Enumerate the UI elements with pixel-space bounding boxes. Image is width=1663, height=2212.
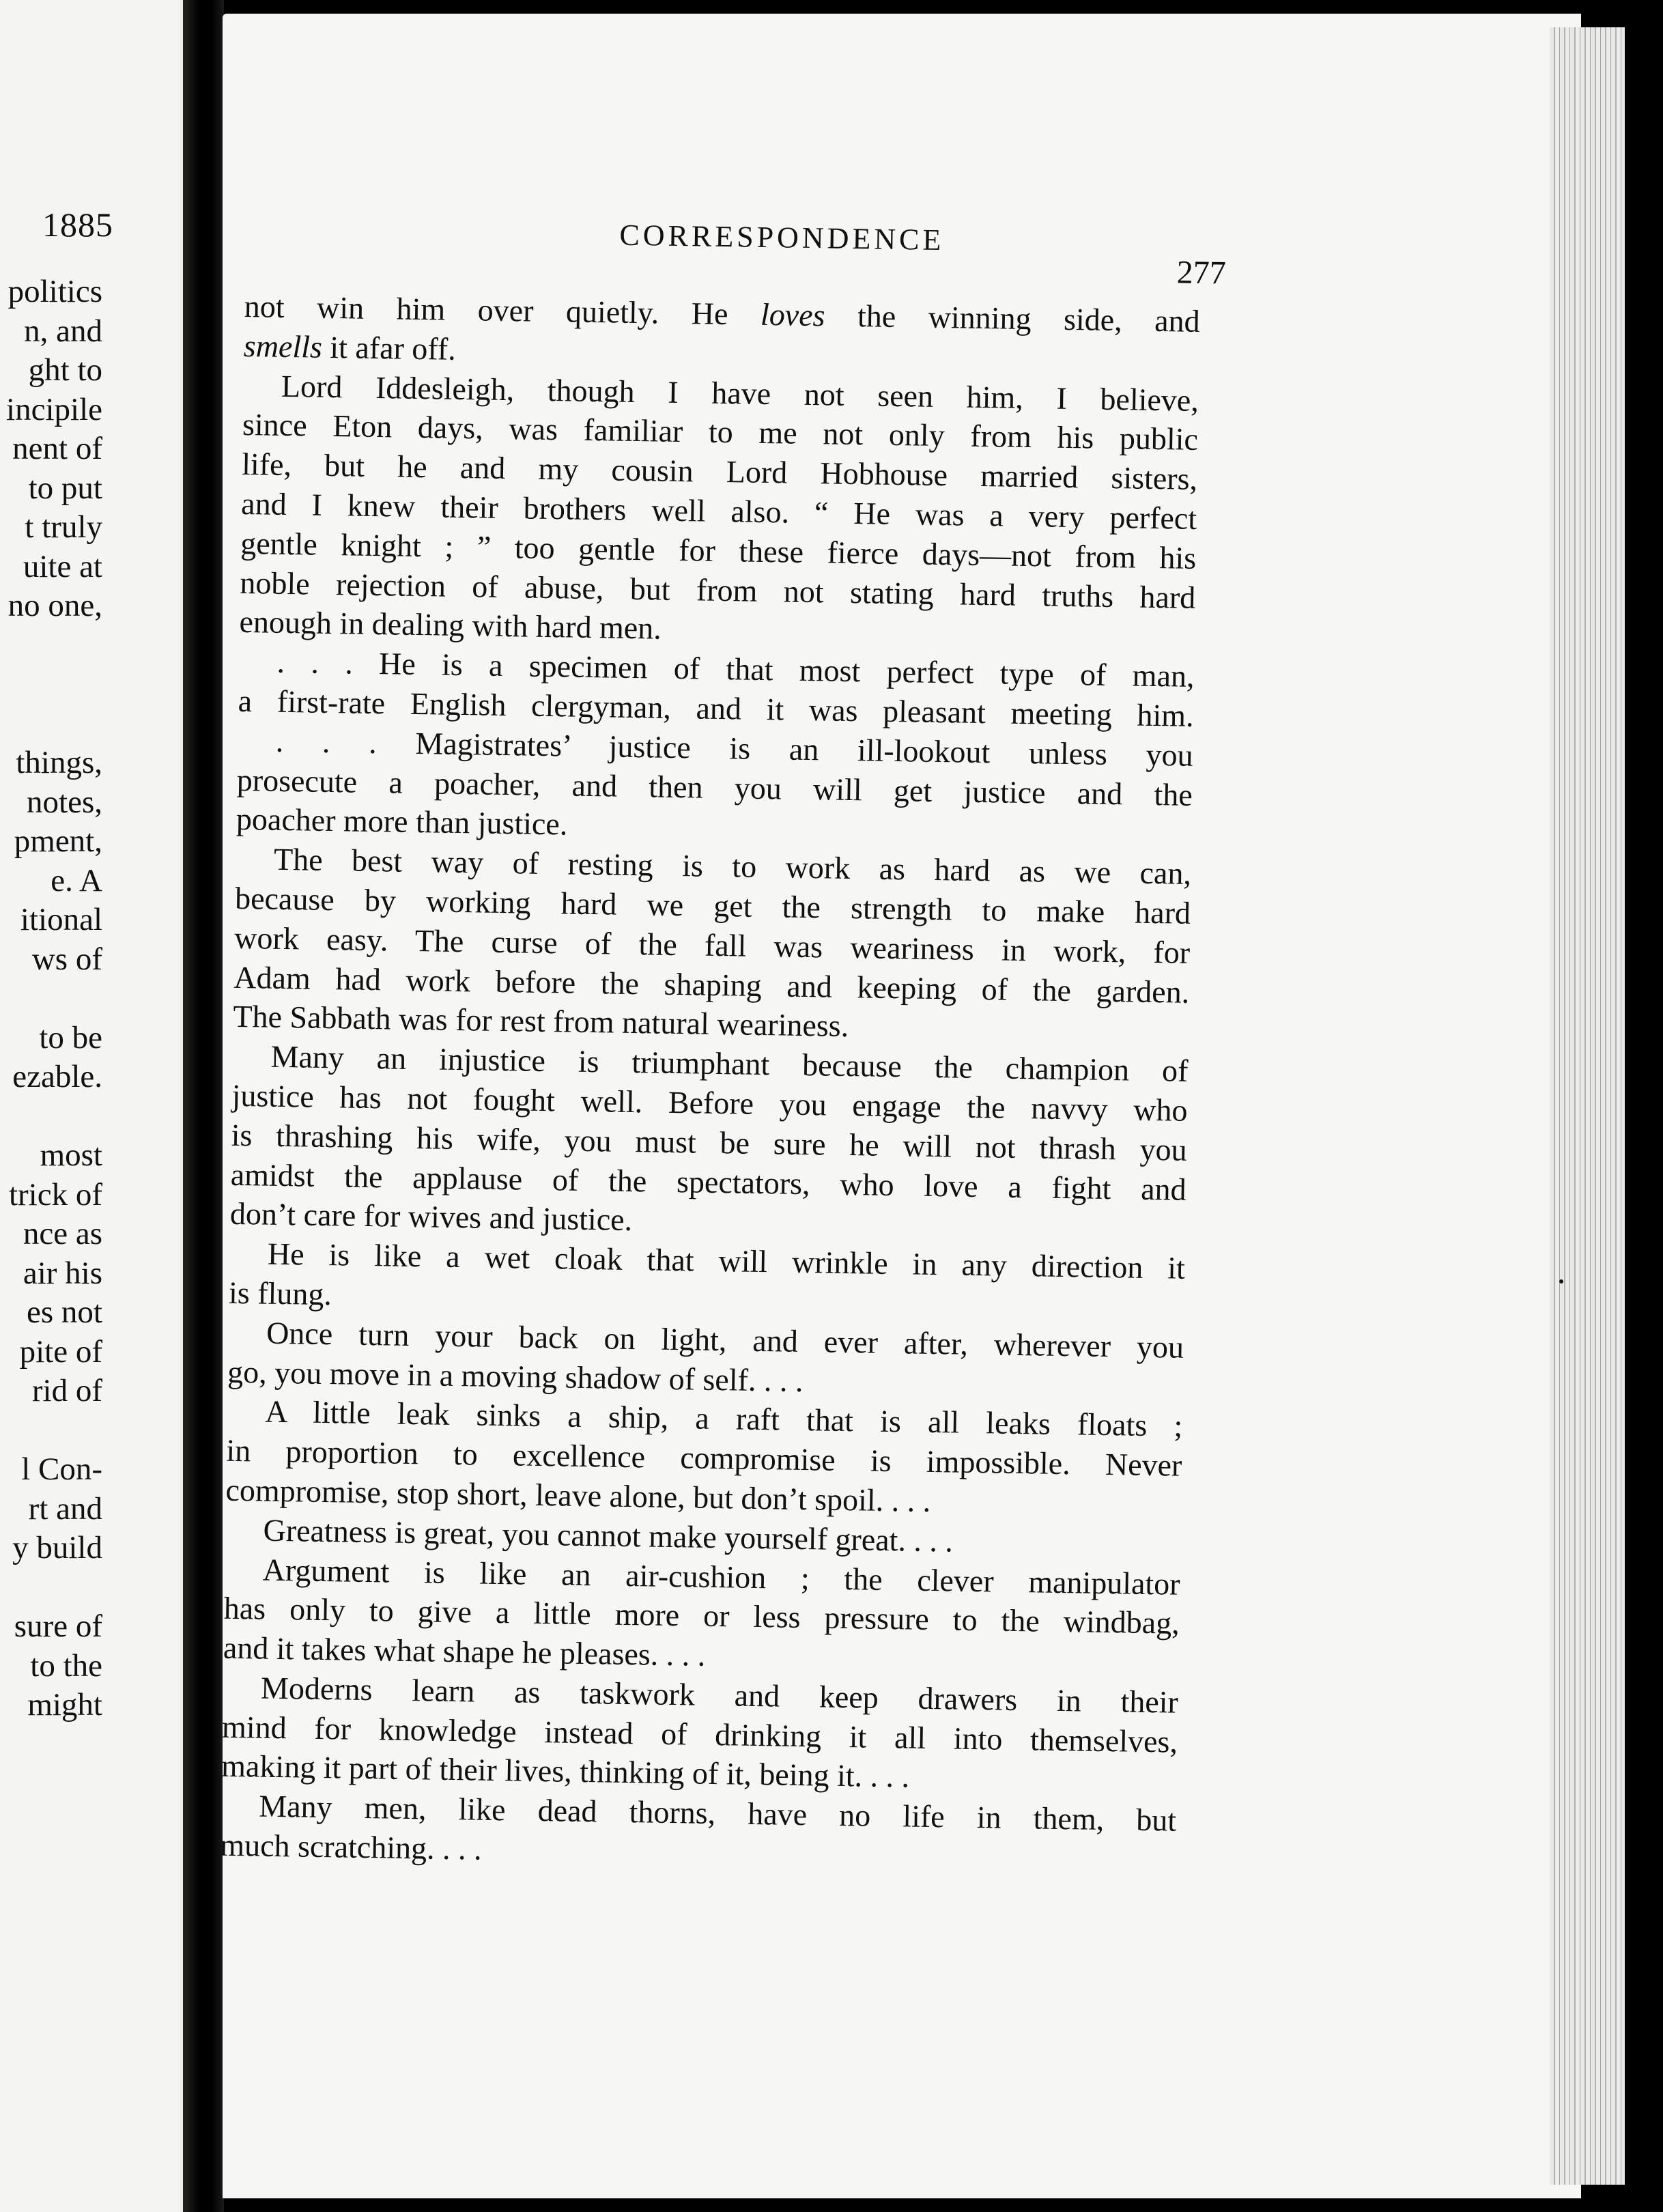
left-page-fragment: uite at: [23, 548, 102, 584]
left-page-fragment: air his: [23, 1255, 102, 1291]
left-page-fragment: to put: [28, 470, 102, 506]
left-page-fragment: ezable.: [12, 1059, 102, 1094]
text-line: A little leak sinks a ship, a raft that is all leaks floats ;: [264, 1393, 1183, 1444]
left-page-fragment: pite of: [19, 1333, 102, 1370]
text-line: Moderns learn as taskwork and keep drawers in their: [260, 1670, 1179, 1720]
text-line: is flung.: [228, 1275, 332, 1312]
left-page-fragment: to be: [39, 1019, 102, 1055]
page-number: 277: [1176, 254, 1227, 292]
text-line: enough in dealing with hard men.: [239, 604, 662, 647]
left-page-fragment: t truly: [25, 509, 102, 545]
left-page-fragment: most: [40, 1137, 102, 1173]
page-mark: [1559, 1279, 1563, 1284]
text-line: The Sabbath was for rest from natural weariness.: [233, 999, 849, 1044]
italic-word: loves: [760, 296, 825, 333]
left-page-fragment: sure of: [14, 1608, 102, 1644]
left-page-fragment: nent of: [12, 431, 102, 466]
left-page-fragment: rid of: [31, 1373, 102, 1408]
left-page-fragment: e. A: [51, 862, 102, 898]
text-line: Argument is like an air-cushion ; the clever manipulator: [262, 1552, 1181, 1602]
text-line: life, but he and my cousin Lord Hobhouse married sisters,: [241, 446, 1198, 497]
text-line: Greatness is great, you cannot make yourself great. . . .: [263, 1512, 954, 1559]
text-line: justice has not fought well. Before you engage the navvy who: [231, 1077, 1188, 1128]
text-line: and I knew their brothers well also. “ He was a very perfect: [240, 485, 1197, 536]
left-page-fragment: l Con-: [21, 1451, 102, 1487]
text-segment: it afar off.: [322, 329, 457, 367]
left-page-fragment: n, and: [24, 313, 102, 349]
left-page-fragment: might: [27, 1687, 102, 1722]
text-line: . . . He is a specimen of that most perfect type of man,: [276, 644, 1195, 694]
text-line: has only to give a little more or less pressure to the windbag,: [223, 1591, 1180, 1641]
left-page-year: 1885: [42, 205, 113, 244]
text-line: Many an injustice is triumphant because the champion of: [270, 1038, 1189, 1088]
left-page-fragment: incipile: [6, 391, 102, 427]
text-line: a first-rate English clergyman, and it was pleasant meeting him.: [238, 683, 1194, 733]
text-line: poacher more than justice.: [236, 802, 568, 842]
left-page-fragment: y build: [12, 1530, 102, 1565]
text-line: Once turn your back on light, and ever after, wherever you: [266, 1315, 1184, 1365]
left-page: [0, 0, 205, 2212]
left-page-fragment: ws of: [31, 941, 102, 977]
book-gutter: [183, 0, 224, 2212]
left-page-fragment: to the: [30, 1647, 102, 1684]
italic-word: smells: [243, 328, 323, 365]
text-line: go, you move in a moving shadow of self. . . .: [227, 1354, 804, 1398]
left-page-fragment: rt and: [28, 1490, 102, 1527]
text-line: Adam had work before the shaping and keeping of the garden.: [233, 959, 1190, 1010]
left-page-fragment: things,: [16, 745, 102, 780]
left-page-fragment: nce as: [23, 1216, 102, 1251]
left-page-fragment: politics: [8, 274, 102, 309]
text-line: much scratching. . . .: [220, 1827, 483, 1867]
text-line: noble rejection of abuse, but from not stating hard truths hard: [240, 565, 1196, 615]
text-line: is thrashing his wife, you must be sure he will not thrash you: [231, 1117, 1187, 1167]
left-page-fragment: no one,: [8, 588, 102, 623]
text-line: don’t care for wives and justice.: [229, 1196, 633, 1238]
left-page-fragment: ght to: [28, 352, 102, 388]
text-line: and it takes what shape he pleases. . . .: [223, 1630, 706, 1673]
text-line: Many men, like dead thorns, have no life in them, but: [258, 1788, 1177, 1838]
text-line: mind for knowledge instead of drinking it all into themselves,: [221, 1709, 1178, 1759]
text-line: The best way of resting is to work as hard as we can,: [273, 841, 1192, 892]
text-line: Lord Iddesleigh, though I have not seen him, I believe,: [281, 368, 1199, 418]
text-segment: not win him over quietly. He: [244, 288, 761, 332]
text-line: . . . Magistrates’ justice is an ill-lookout unless you: [275, 723, 1194, 773]
text-segment: the winning side, and: [825, 298, 1201, 339]
page-edges: [1550, 27, 1632, 2185]
body-text: [220, 287, 1200, 1880]
text-line: prosecute a poacher, and then you will get justice and the: [236, 762, 1193, 812]
text-line: gentle knight ; ” too gentle for these fierce days—not from his: [240, 525, 1197, 576]
left-page-fragment: es not: [27, 1294, 102, 1330]
left-page-fragment: notes,: [27, 784, 102, 820]
left-page-fragment: pment,: [14, 823, 102, 859]
text-line: work easy. The curse of the fall was weariness in work, for: [233, 920, 1191, 970]
text-line: in proportion to excellence compromise is impossible. Never: [226, 1432, 1182, 1483]
running-head: CORRESPONDENCE: [619, 218, 945, 257]
text-line: since Eton days, was familiar to me not only from his public: [242, 407, 1199, 457]
left-page-fragment: trick of: [8, 1176, 102, 1213]
text-line: amidst the applause of the spectators, who love a fight and: [230, 1157, 1187, 1207]
left-page-fragment: itional: [20, 902, 102, 937]
text-line: making it part of their lives, thinking of it, being it. . . .: [221, 1748, 910, 1795]
text-line: compromise, stop short, leave alone, but don’t spoil. . . .: [225, 1472, 931, 1518]
text-line: because by working hard we get the strength to make hard: [234, 880, 1191, 931]
scan-border: [1625, 14, 1663, 2212]
text-line: He is like a wet cloak that will wrinkle in any direction it: [267, 1236, 1186, 1286]
